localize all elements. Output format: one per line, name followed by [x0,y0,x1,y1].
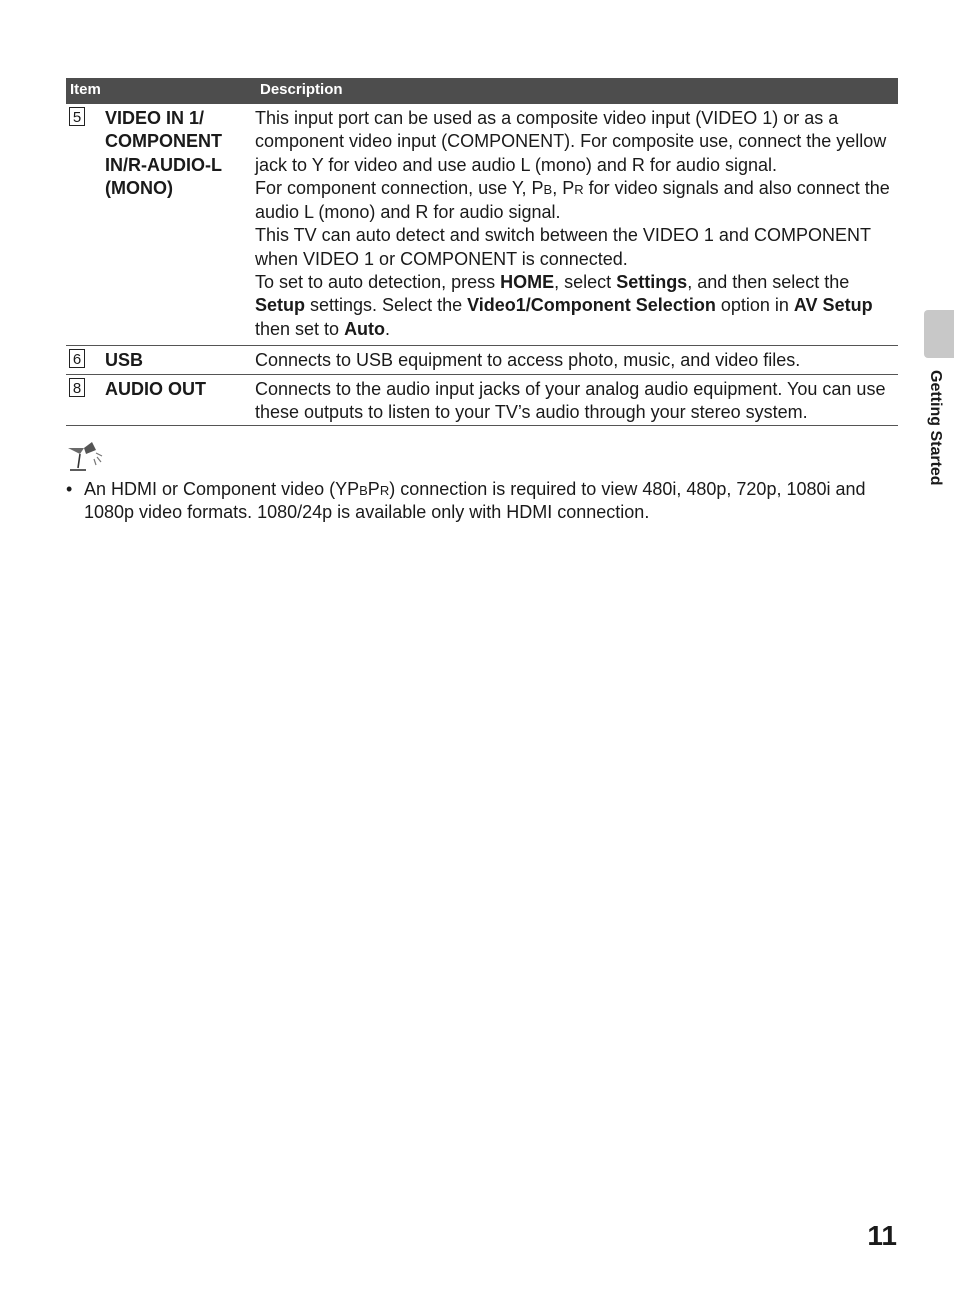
desc-text: option in [715,295,794,316]
note-segment: An HDMI or Component video (YP [84,479,360,499]
description-paragraph: This TV can auto detect and switch between the VIDEO 1 and COMPONENT when VIDEO 1 or COMPONENT is connected. [255,225,871,269]
desc-bold: Settings [616,272,688,293]
desc-text: , and then select the [687,272,850,293]
page-number: 11 [867,1220,897,1251]
desc-subscript: R [574,181,584,197]
note-subscript: B [359,483,368,498]
section-tab [924,310,954,358]
item-description: Connects to USB equipment to access photo, music, and video files. [255,350,801,370]
desc-bold: HOME [500,272,555,293]
item-number: 8 [69,378,85,397]
item-name-line: COMPONENT [105,131,222,152]
item-number: 6 [69,349,85,368]
desc-text: , select [554,272,617,293]
desc-bold: Video1/Component Selection [467,295,716,316]
connections-table [66,78,898,426]
note-text [84,479,898,523]
item-name: USB [105,350,144,370]
item-name-line: (MONO) [105,177,173,198]
note-segment: ) connection is required to view 480i, 480p, 720p, 1080i and 1080p video formats. 1080/24p is available only with HDMI connection. [84,479,866,522]
item-name-line: IN/R-AUDIO-L [105,154,222,175]
item-description: Connects to the audio input jacks of your analog audio equipment. You can use these outputs to listen to your TV’s audio through your stereo system. [255,379,886,423]
desc-text: settings. Select the [305,295,468,316]
header-description: Description [260,81,343,98]
desc-bold: Setup [255,295,306,316]
desc-text: then set to [255,318,345,339]
desc-text: for video signals and also connect the audio L (mono) and R for audio signal. [255,177,890,223]
section-label: Getting Started [927,370,944,486]
tip-lamp-icon [66,440,106,474]
desc-bold: AV Setup [793,295,873,316]
table-row [66,104,898,346]
description-paragraph [255,271,898,341]
hint-note [66,479,898,523]
note-segment: P [367,479,380,499]
desc-text: , P [552,177,575,198]
item-description [255,107,898,341]
table-row [66,346,898,375]
item-name [105,107,255,200]
description-paragraph: This input port can be used as a composite video input (VIDEO 1) or as a component video input (COMPONENT). For composite use, connect the yellow jack to Y for video and use audio L (mono) and R for audio signal. [255,108,887,175]
note-subscript: R [379,483,390,498]
desc-subscript: B [543,181,553,197]
desc-bold: Auto [344,318,386,339]
table-row [66,375,898,426]
desc-text: To set to auto detection, press [255,272,501,293]
table-header [66,78,898,104]
description-paragraph [255,177,898,225]
item-name-line: VIDEO IN 1/ [105,108,205,128]
desc-text: For component connection, use Y, P [255,177,544,198]
desc-text: . [385,318,391,339]
item-number: 5 [69,107,85,126]
item-name: AUDIO OUT [105,379,206,399]
bullet: • [66,479,73,499]
header-item: Item [70,81,101,98]
